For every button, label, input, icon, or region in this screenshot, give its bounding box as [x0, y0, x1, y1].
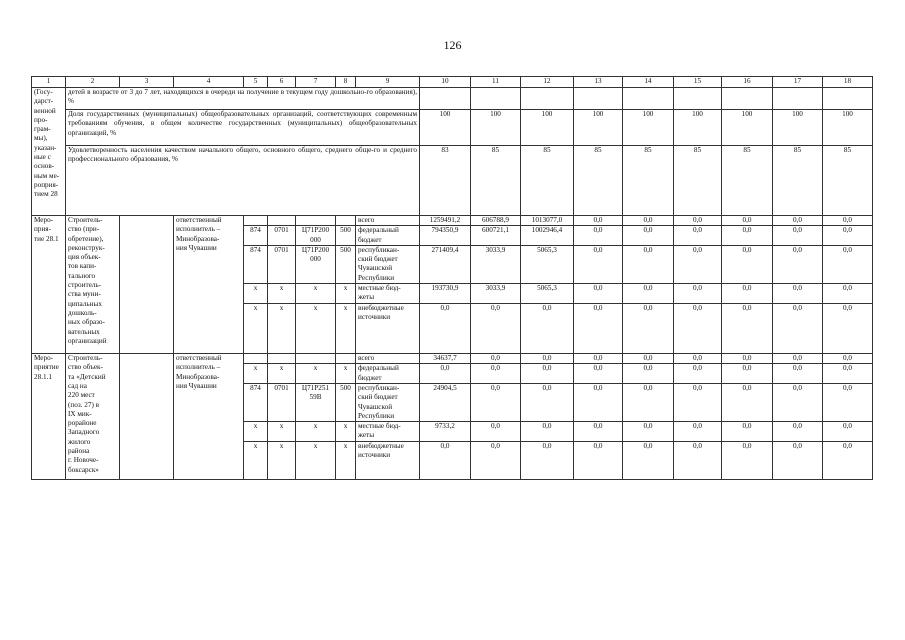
funding-value: 0,0	[574, 383, 623, 421]
funding-value: 0,0	[574, 354, 623, 364]
indicator-value: 100	[722, 110, 773, 146]
page-number: 126	[443, 38, 462, 52]
funding-value: 0,0	[674, 245, 722, 283]
funding-value: 9733,2	[420, 422, 471, 442]
executor: ответственный исполнитель – Минобразова- ния Чувашии	[174, 216, 244, 354]
expense-type: x	[336, 422, 356, 442]
funding-value: 0,0	[623, 354, 674, 364]
funding-value: 3033,9	[471, 245, 521, 283]
section-code	[268, 216, 296, 226]
funding-value: 0,0	[574, 422, 623, 442]
indicator-value: 85	[574, 146, 623, 216]
funding-value: 0,0	[823, 216, 873, 226]
activity-label: Меро- прия- тие 28.1	[32, 216, 66, 354]
col-header: 9	[356, 77, 420, 88]
funding-value: 0,0	[674, 216, 722, 226]
funding-value: 0,0	[773, 442, 823, 480]
funding-value: 271409,4	[420, 245, 471, 283]
funding-value: 1002946,4	[521, 226, 574, 246]
funding-value: 0,0	[823, 364, 873, 384]
funding-value: 0,0	[823, 422, 873, 442]
funding-value: 0,0	[574, 364, 623, 384]
funding-value: 0,0	[420, 364, 471, 384]
funding-value: 0,0	[773, 284, 823, 304]
col-header: 7	[296, 77, 336, 88]
indicator-value: 100	[623, 110, 674, 146]
col-header: 13	[574, 77, 623, 88]
funding-value: 0,0	[623, 304, 674, 354]
funding-value: 0,0	[674, 383, 722, 421]
funding-source: федеральный бюджет	[356, 226, 420, 246]
activity-label: Меро- приятие 28.1.1	[32, 354, 66, 480]
indicator-name: детей в возрасте от 3 до 7 лет, находящихся в очереди на получение в текущем году дошкольно-го образования), %	[66, 88, 420, 110]
funding-value: 0,0	[722, 383, 773, 421]
target-article: Ц71Р251 59В	[296, 383, 336, 421]
funding-value: 0,0	[773, 354, 823, 364]
indicator-value	[574, 88, 623, 110]
funding-value: 0,0	[773, 245, 823, 283]
activity-28-1-block	[32, 216, 873, 354]
funding-value: 5065,3	[521, 245, 574, 283]
header-row	[32, 77, 873, 88]
funding-value: 0,0	[722, 216, 773, 226]
section-code: 0701	[268, 383, 296, 421]
indicator-value	[674, 88, 722, 110]
grbs-code: x	[244, 422, 268, 442]
budget-table	[31, 76, 873, 480]
indicator-value	[521, 88, 574, 110]
target-article: x	[296, 364, 336, 384]
funding-value: 0,0	[623, 226, 674, 246]
funding-source: республикан- ский бюджет Чувашской Республики	[356, 383, 420, 421]
funding-value: 0,0	[674, 354, 722, 364]
funding-value: 0,0	[471, 442, 521, 480]
funding-value: 794350,9	[420, 226, 471, 246]
col-header: 16	[722, 77, 773, 88]
funding-value: 0,0	[623, 245, 674, 283]
funding-value: 0,0	[574, 442, 623, 480]
indicator-name: Удовлетворенность населения качеством начального общего, основного общего, среднего обще-го и среднего профессионального образования, %	[66, 146, 420, 216]
indicator-value: 85	[521, 146, 574, 216]
col-header: 6	[268, 77, 296, 88]
expense-type: 500	[336, 383, 356, 421]
funding-value: 0,0	[674, 422, 722, 442]
funding-source: республикан- ский бюджет Чувашской Республики	[356, 245, 420, 283]
funding-value: 0,0	[574, 284, 623, 304]
funding-value: 1013077,0	[521, 216, 574, 226]
funding-value: 0,0	[722, 422, 773, 442]
funding-value: 0,0	[722, 442, 773, 480]
funding-source: федеральный бюджет	[356, 364, 420, 384]
col-header: 3	[120, 77, 174, 88]
section-label: (Госу- дарст- венной про- грам- мы), указан- ные с основ- ным ме- роприя- тием 28	[32, 88, 66, 216]
indicator-value: 100	[521, 110, 574, 146]
funding-value: 0,0	[574, 304, 623, 354]
section-code: x	[268, 364, 296, 384]
section-code: x	[268, 284, 296, 304]
funding-value: 0,0	[722, 304, 773, 354]
funding-value: 24904,5	[420, 383, 471, 421]
indicator-value: 85	[773, 146, 823, 216]
section-code	[268, 354, 296, 364]
col-header: 17	[773, 77, 823, 88]
funding-value: 0,0	[773, 383, 823, 421]
activity-28-1-1-block	[32, 354, 873, 480]
col-header: 12	[521, 77, 574, 88]
expense-type: x	[336, 284, 356, 304]
col-header: 14	[623, 77, 674, 88]
funding-value: 5065,3	[521, 284, 574, 304]
indicator-value: 100	[471, 110, 521, 146]
funding-value: 34637,7	[420, 354, 471, 364]
funding-value: 0,0	[623, 364, 674, 384]
funding-value: 0,0	[521, 383, 574, 421]
funding-value: 0,0	[521, 422, 574, 442]
empty-cell	[120, 216, 174, 354]
funding-value: 1259491,2	[420, 216, 471, 226]
funding-source: местные бюд- жеты	[356, 284, 420, 304]
section-code: 0701	[268, 226, 296, 246]
funding-value: 0,0	[471, 383, 521, 421]
indicator-value: 100	[773, 110, 823, 146]
funding-value: 0,0	[521, 442, 574, 480]
funding-value: 0,0	[773, 422, 823, 442]
funding-value: 0,0	[471, 304, 521, 354]
funding-value: 0,0	[773, 364, 823, 384]
funding-value: 0,0	[773, 304, 823, 354]
funding-value: 0,0	[674, 226, 722, 246]
expense-type: x	[336, 304, 356, 354]
indicator-value: 83	[420, 146, 471, 216]
funding-value: 0,0	[823, 245, 873, 283]
section-code: x	[268, 422, 296, 442]
col-header: 11	[471, 77, 521, 88]
funding-source: внебюджетные источники	[356, 442, 420, 480]
funding-value: 600721,1	[471, 226, 521, 246]
funding-value: 0,0	[674, 442, 722, 480]
indicator-value: 85	[722, 146, 773, 216]
grbs-code: x	[244, 284, 268, 304]
activity-name: Строитель- ство (при- обретение), реконструк- ция объек- тов капи- тального строитель- ства муни- ципальных дошколь- ных образо- вательных организаций	[66, 216, 120, 354]
expense-type: 500	[336, 245, 356, 283]
funding-value: 0,0	[722, 226, 773, 246]
grbs-code	[244, 216, 268, 226]
target-article: x	[296, 422, 336, 442]
funding-value: 0,0	[471, 422, 521, 442]
target-article: Ц71Р200 000	[296, 226, 336, 246]
section-code: x	[268, 442, 296, 480]
grbs-code	[244, 354, 268, 364]
expense-type: 500	[336, 226, 356, 246]
funding-value: 0,0	[521, 354, 574, 364]
executor: ответственный исполнитель – Минобразова- ния Чувашии	[174, 354, 244, 480]
funding-value: 0,0	[823, 354, 873, 364]
indicator-value: 85	[823, 146, 873, 216]
indicator-value	[623, 88, 674, 110]
indicator-value: 85	[674, 146, 722, 216]
funding-value: 0,0	[674, 364, 722, 384]
indicator-value	[722, 88, 773, 110]
funding-value: 0,0	[623, 383, 674, 421]
indicator-value: 85	[471, 146, 521, 216]
indicator-value: 100	[823, 110, 873, 146]
funding-value: 0,0	[722, 364, 773, 384]
funding-source: всего	[356, 354, 420, 364]
funding-value: 0,0	[574, 226, 623, 246]
col-header: 1	[32, 77, 66, 88]
funding-value: 0,0	[623, 284, 674, 304]
funding-source: всего	[356, 216, 420, 226]
grbs-code: 874	[244, 245, 268, 283]
funding-value: 0,0	[823, 383, 873, 421]
grbs-code: x	[244, 304, 268, 354]
funding-value: 0,0	[773, 226, 823, 246]
funding-value: 606788,9	[471, 216, 521, 226]
indicator-value: 85	[623, 146, 674, 216]
col-header: 10	[420, 77, 471, 88]
indicator-value: 100	[574, 110, 623, 146]
funding-value: 0,0	[773, 216, 823, 226]
expense-type: x	[336, 442, 356, 480]
section-code: x	[268, 304, 296, 354]
budget-row	[32, 216, 873, 226]
funding-value: 193730,9	[420, 284, 471, 304]
expense-type	[336, 216, 356, 226]
funding-value: 0,0	[521, 364, 574, 384]
col-header: 8	[336, 77, 356, 88]
funding-value: 0,0	[823, 304, 873, 354]
target-article: x	[296, 442, 336, 480]
grbs-code: x	[244, 364, 268, 384]
indicator-row	[32, 146, 873, 216]
section-code: 0701	[268, 245, 296, 283]
indicator-value	[773, 88, 823, 110]
indicator-value	[420, 88, 471, 110]
indicator-name: Доля государственных (муниципальных) общеобразовательных организаций, соответствующих современным требованиям обучения, в общем количестве государственных (муниципальных) общеобразовательных организаций, %	[66, 110, 420, 146]
expense-type: x	[336, 364, 356, 384]
target-article: x	[296, 284, 336, 304]
indicator-value: 100	[674, 110, 722, 146]
funding-value: 0,0	[823, 442, 873, 480]
funding-value: 0,0	[623, 422, 674, 442]
grbs-code: 874	[244, 383, 268, 421]
empty-cell	[120, 354, 174, 480]
funding-value: 0,0	[420, 304, 471, 354]
indicator-row	[32, 110, 873, 146]
budget-row	[32, 354, 873, 364]
funding-source: внебюджетные источники	[356, 304, 420, 354]
funding-value: 0,0	[574, 216, 623, 226]
expense-type	[336, 354, 356, 364]
funding-value: 0,0	[420, 442, 471, 480]
indicator-value: 100	[420, 110, 471, 146]
funding-value: 0,0	[521, 304, 574, 354]
funding-value: 0,0	[674, 304, 722, 354]
target-article: x	[296, 304, 336, 354]
funding-value: 0,0	[574, 245, 623, 283]
target-article	[296, 216, 336, 226]
funding-value: 0,0	[674, 284, 722, 304]
indicator-value	[823, 88, 873, 110]
col-header: 15	[674, 77, 722, 88]
indicator-row	[32, 88, 873, 110]
col-header: 5	[244, 77, 268, 88]
grbs-code: x	[244, 442, 268, 480]
funding-source: местные бюд- жеты	[356, 422, 420, 442]
col-header: 2	[66, 77, 120, 88]
target-article: Ц71Р200 000	[296, 245, 336, 283]
funding-value: 0,0	[623, 442, 674, 480]
funding-value: 0,0	[471, 364, 521, 384]
activity-name: Строитель- ство объек- та «Детский сад на 220 мест (поз. 27) в IX мик- рорайоне Западного жилого района г. Новоче- боксарск»	[66, 354, 120, 480]
col-header: 4	[174, 77, 244, 88]
indicator-value	[471, 88, 521, 110]
funding-value: 0,0	[823, 226, 873, 246]
funding-value: 0,0	[623, 216, 674, 226]
funding-value: 3033,9	[471, 284, 521, 304]
funding-value: 0,0	[722, 245, 773, 283]
funding-value: 0,0	[722, 354, 773, 364]
indicators-block	[32, 88, 873, 216]
funding-value: 0,0	[823, 284, 873, 304]
col-header: 18	[823, 77, 873, 88]
funding-value: 0,0	[722, 284, 773, 304]
target-article	[296, 354, 336, 364]
funding-value: 0,0	[471, 354, 521, 364]
grbs-code: 874	[244, 226, 268, 246]
